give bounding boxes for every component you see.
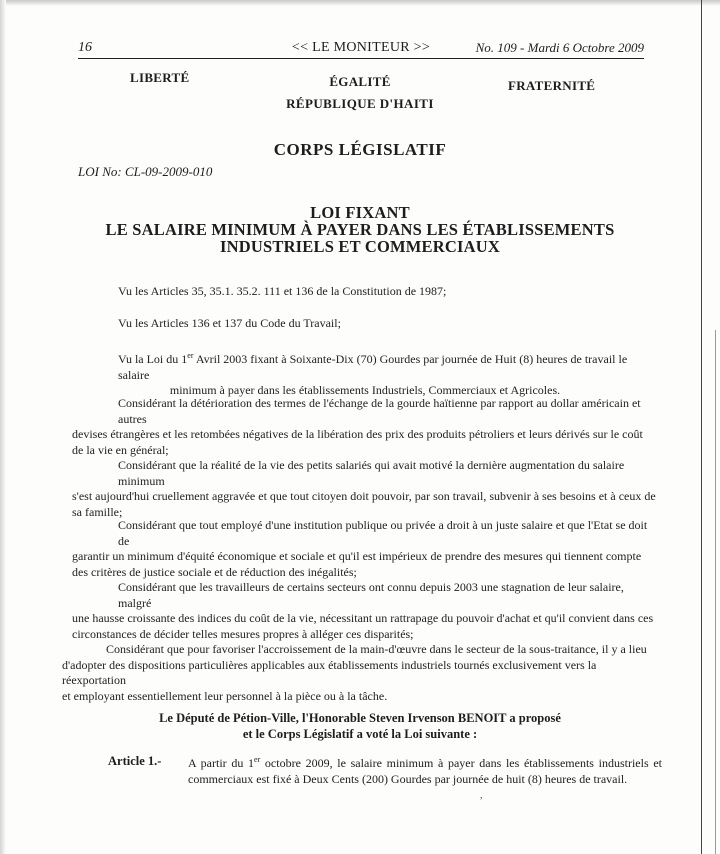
motto-fraternite: FRATERNITÉ (508, 78, 596, 93)
considerant-3: Considérant que tout employé d'une institution publique ou privée a droit à un juste salaire et que l'Etat se doit de garantir un minimum d'équité économique et sociale et qu'il est impérieux de prendre des mesures qui tiennent compte des critères de justice sociale et de réduction des inégalités; (72, 518, 648, 579)
title-line-3: INDUSTRIELS ET COMMERCIAUX (220, 237, 500, 256)
article-1-label: Article 1.- (108, 754, 162, 768)
journal-name: << LE MONITEUR >> (291, 40, 431, 55)
motto-egalite: ÉGALITÉ (329, 74, 391, 89)
considerant-1: Considérant la détérioration des termes de l'échange de la gourde haïtienne par rapport au dollar américain et autres devises étrangères et les retombées négatives de la libération des prix des produits pétroliers et leurs dérivés sur le coût de la vie en général; (72, 396, 643, 457)
title-line-1: LOI FIXANT (310, 203, 410, 222)
preamble-loi-2003: Vu la Loi du 1er Avril 2003 fixant à Soixante-Dix (70) Gourdes par journée de Huit (8) heures de travail le salaire minimum à payer dans les établissements Industriels, Commerciaux et Agricoles. (118, 351, 628, 397)
running-header (78, 40, 644, 58)
loi-number: LOI No: CL-09-2009-010 (78, 164, 213, 179)
motto-liberte: LIBERTÉ (130, 70, 190, 85)
scan-speck: , (480, 790, 483, 801)
considerant-2: Considérant que la réalité de la vie des petits salariés qui avait motivé la dernière augmentation du salaire minimum s'est aujourd'hui cruellement aggravée et que tout citoyen doit pouvoir, par son travail, subvenir à ses besoins et à ceux de sa famille; (72, 458, 656, 519)
title-line-2: LE SALAIRE MINIMUM À PAYER DANS LES ÉTABLISSEMENTS (105, 220, 615, 239)
scan-top-shadow (0, 0, 720, 6)
article-1-text: A partir du 1er octobre 2009, le salaire minimum à payer dans les établissements industriels et commerciaux est fixé à Deux Cents (200) Gourdes par journée de huit (8) heures de travail. (188, 755, 662, 786)
page-back-edge (715, 330, 716, 854)
law-title (0, 204, 720, 255)
considerant-4: Considérant que les travailleurs de certains secteurs ont connu depuis 2003 une stagnation de leur salaire, malgré une hausse croissante des indices du coût de la vie, nécessitant un rattrapage du pouvoir d'achat et qu'il convient dans ces circonstances de décider telles mesures propres à alléger ces disparités; (72, 580, 654, 641)
republic-name: RÉPUBLIQUE D'HAITI (286, 96, 434, 111)
page-number: 16 (78, 40, 92, 55)
preamble-constitution: Vu les Articles 35, 35.1. 35.2. 111 et 136 de la Constitution de 1987; (118, 284, 447, 298)
enacting-clause: Le Député de Pétion-Ville, l'Honorable Steven Irvenson BENOIT a proposé et le Corps Législatif a voté la Loi suivante : (159, 711, 561, 741)
issue-info: No. 109 - Mardi 6 Octobre 2009 (475, 40, 644, 55)
considerant-5: Considérant que pour favoriser l'accroissement de la main-d'œuvre dans le secteur de la sous-traitance, il y a lieu d'adopter des dispositions particulières applicables aux établissements industriels tournés exclusivement vers la réexportation et employant essentiellement leur personnel à la pièce ou à la tâche. (62, 642, 647, 703)
header-rule (78, 58, 644, 59)
corps-legislatif-heading: CORPS LÉGISLATIF (273, 140, 447, 159)
preamble-code-travail: Vu les Articles 136 et 137 du Code du Travail; (118, 316, 341, 330)
